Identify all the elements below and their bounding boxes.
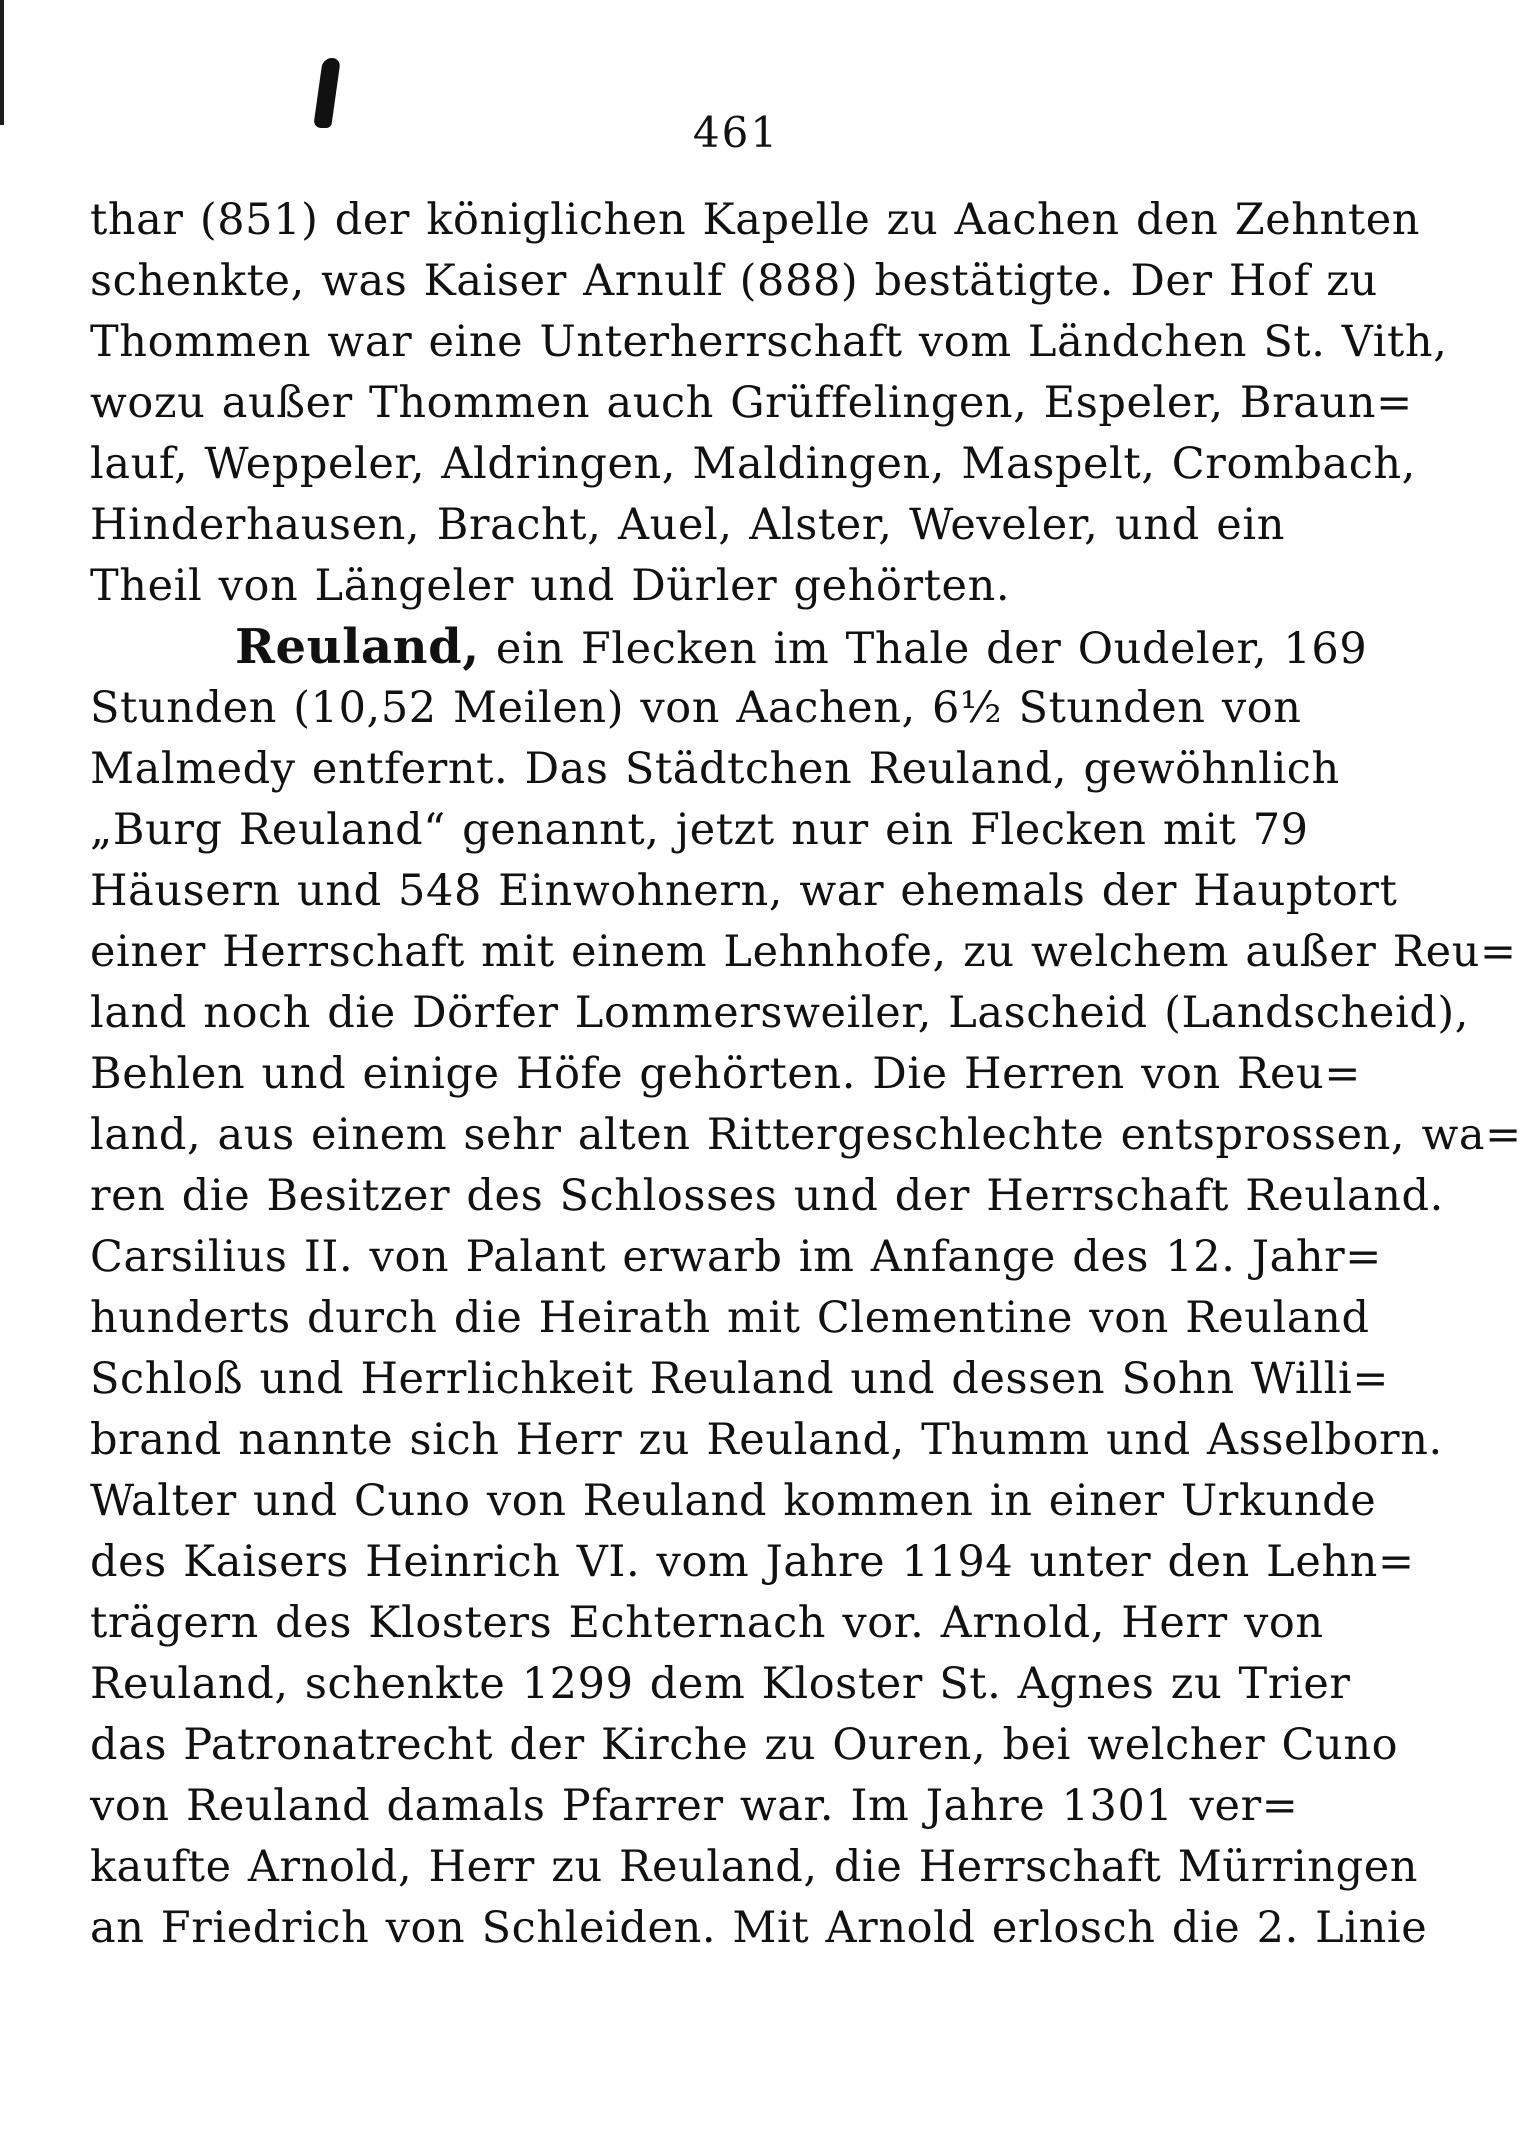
text-line: land noch die Dörfer Lommersweiler, Lascheid (Landscheid),: [90, 988, 1470, 1038]
heading-line-text: ein Flecken im Thale der Oudeler, 169: [479, 624, 1368, 674]
text-line: Thommen war eine Unterherrschaft vom Ländchen St. Vith,: [90, 317, 1448, 367]
text-line: Theil von Längeler und Dürler gehörten.: [90, 561, 1011, 611]
text-line: lauf, Weppeler, Aldringen, Maldingen, Maspelt, Crombach,: [90, 439, 1416, 489]
text-line: thar (851) der königlichen Kapelle zu Aachen den Zehnten: [90, 195, 1421, 245]
text-line: brand nannte sich Herr zu Reuland, Thumm und Asselborn.: [90, 1415, 1443, 1465]
text-line: Reuland, schenkte 1299 dem Kloster St. Agnes zu Trier: [90, 1659, 1351, 1709]
text-line: das Patronatrecht der Kirche zu Ouren, bei welcher Cuno: [90, 1720, 1399, 1770]
text-line: trägern des Klosters Echternach vor. Arnold, Herr von: [90, 1598, 1324, 1648]
page-number: 461: [692, 108, 780, 157]
text-line: Hinderhausen, Bracht, Auel, Alster, Weveler, und ein: [90, 500, 1285, 550]
page-edge: [0, 0, 4, 125]
text-line: Stunden (10,52 Meilen) von Aachen, 6½ Stunden von: [90, 683, 1302, 733]
text-line: schenkte, was Kaiser Arnulf (888) bestätigte. Der Hof zu: [90, 256, 1378, 306]
text-line: von Reuland damals Pfarrer war. Im Jahre 1301 ver=: [90, 1781, 1299, 1831]
text-line: Malmedy entfernt. Das Städtchen Reuland, gewöhnlich: [90, 744, 1340, 794]
text-line: des Kaisers Heinrich VI. vom Jahre 1194 unter den Lehn=: [90, 1537, 1415, 1587]
place-heading: Reuland,: [235, 619, 480, 675]
text-line: land, aus einem sehr alten Rittergeschlechte entsprossen, wa=: [90, 1110, 1522, 1160]
text-line: Behlen und einige Höfe gehörten. Die Herren von Reu=: [90, 1049, 1361, 1099]
text-line: wozu außer Thommen auch Grüffelingen, Espeler, Braun=: [90, 378, 1413, 428]
paragraph-heading-line: [90, 617, 1368, 678]
body-text: [90, 190, 1522, 1959]
text-line: Walter und Cuno von Reuland kommen in einer Urkunde: [90, 1476, 1377, 1526]
text-line: hunderts durch die Heirath mit Clementine von Reuland: [90, 1293, 1370, 1343]
text-line: Häusern und 548 Einwohnern, war ehemals der Hauptort: [90, 866, 1398, 916]
text-line: kaufte Arnold, Herr zu Reuland, die Herrschaft Mürringen: [90, 1842, 1419, 1892]
text-line: Carsilius II. von Palant erwarb im Anfange des 12. Jahr=: [90, 1232, 1382, 1282]
text-line: an Friedrich von Schleiden. Mit Arnold erlosch die 2. Linie: [90, 1903, 1428, 1953]
text-line: „Burg Reuland“ genannt, jetzt nur ein Flecken mit 79: [90, 805, 1309, 855]
text-line: Schloß und Herrlichkeit Reuland und dessen Sohn Willi=: [90, 1354, 1389, 1404]
text-line: einer Herrschaft mit einem Lehnhofe, zu welchem außer Reu=: [90, 927, 1517, 977]
text-line: ren die Besitzer des Schlosses und der Herrschaft Reuland.: [90, 1171, 1444, 1221]
